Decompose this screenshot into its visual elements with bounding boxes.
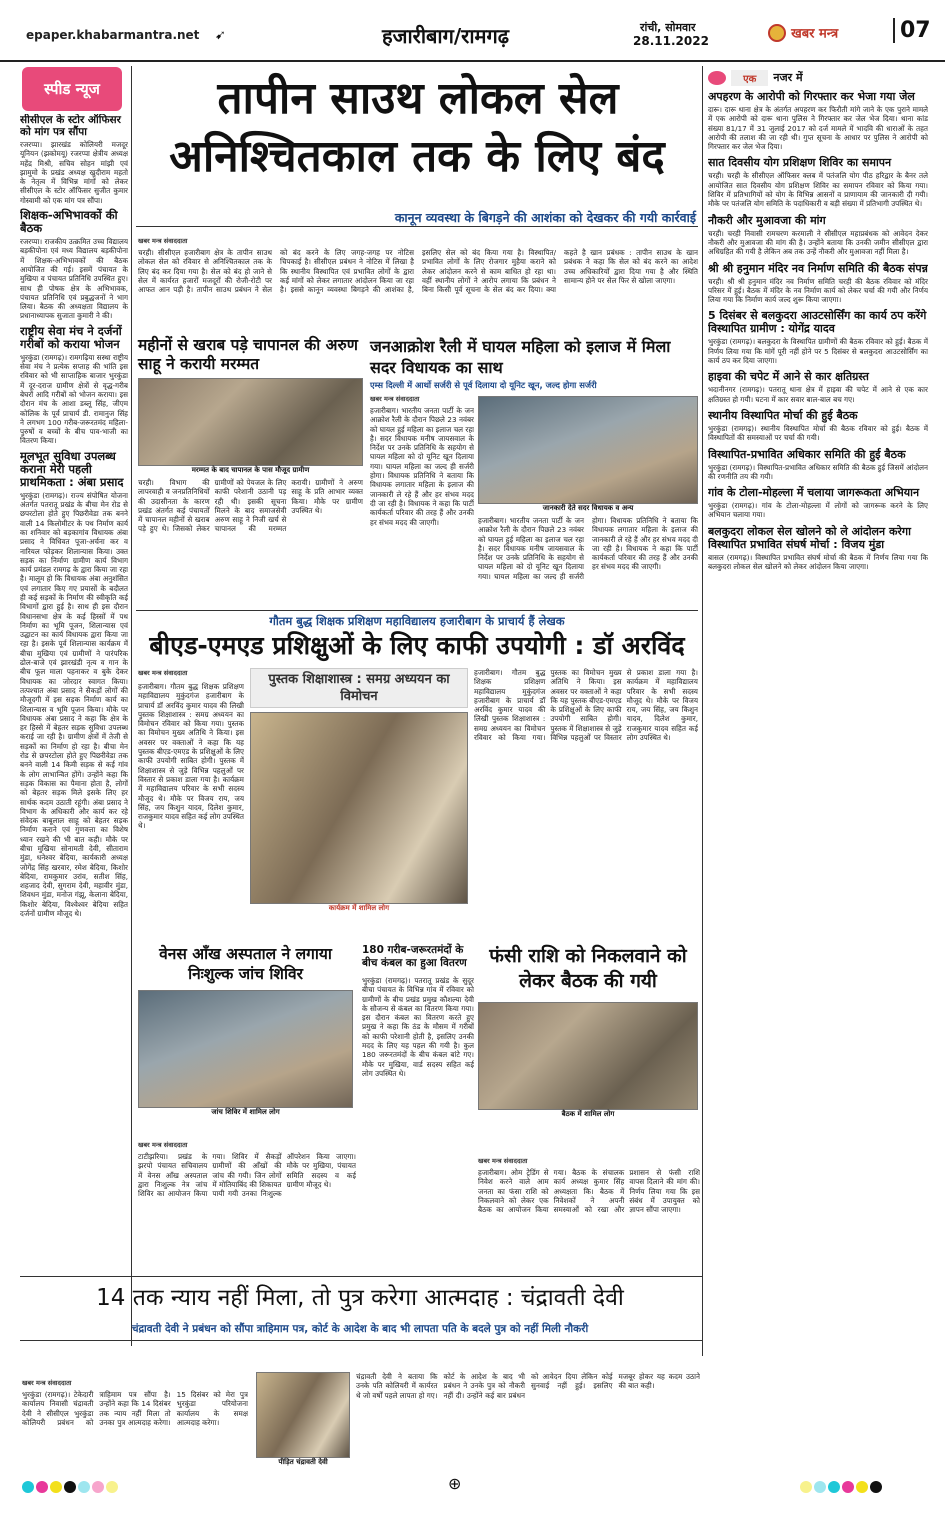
masthead (0, 0, 945, 62)
left-news-column (20, 114, 128, 1344)
lead-headline-1: तापीन साउथ लोकल सेल (217, 73, 619, 124)
right-item-title: हाइवा की चपेट में आने से कार क्षतिग्रस्त (708, 370, 869, 384)
chapal-caption: मरम्मत के बाद चापानल के पास मौजूद ग्रामीण (138, 466, 363, 475)
color-dot (856, 1481, 868, 1493)
ek-nazar-icon (708, 71, 726, 85)
crosshair-icon: ⊕ (448, 1474, 462, 1493)
color-dot (814, 1481, 826, 1493)
right-item-body: चरही। चरही निवासी रामचरण करमाली ने सीसीएल महाप्रबंधक को आवेदन देकर नौकरी और मुआवजा की मांग की है। उन्होंने बताया कि उनकी जमीन सीसीएल द्वारा अधिग्रहित की गयी है लेकिन अब तक उन्हें नौकरी और मुआवजा नहीं मिला है। (708, 228, 928, 257)
page-number: 07 (893, 18, 931, 43)
fund-headline: फंसी राशि को निकलवाने को लेकर बैठक की गयी (489, 945, 687, 992)
banner-headline: बीएड-एमएड प्रशिक्षुओं के लिए काफी उपयोगी : डॉ अरविंद (149, 631, 685, 660)
right-item-title: श्री श्री हनुमान मंदिर नव निर्माण समिति की बैठक संपन्न (708, 261, 928, 275)
right-item-title: गांव के टोला-मोहल्ला में चलाया जागरूकता अभियान (708, 486, 920, 500)
rally-headline: जनआक्रोश रैली में घायल महिला को इलाज में मिला सदर विधायक का साथ (370, 337, 671, 377)
right-item-body: चरही। श्री श्री हनुमान मंदिर नव निर्माण समिति चरही की बैठक रविवार को मंदिर परिसर में हुई। बैठक में मंदिर के नव निर्माण कार्य को लेकर चर्चा की गयी और निर्णय लिया गया कि निर्माण कार्य जल्द शुरू किया जाएगा। (708, 276, 928, 305)
color-dot (106, 1481, 118, 1493)
rally-byline: खबर मन्त्र संवाददाता (370, 395, 420, 403)
color-dot (64, 1481, 76, 1493)
speed-news-badge (22, 67, 122, 111)
venus-headline: वेनस आँख अस्पताल ने लगाया निःशुल्क जांच शिविर (159, 945, 332, 983)
color-dot (78, 1481, 90, 1493)
chapal-headline: महीनों से खराब पड़े चापानल की अरुण साहू ने करायी मरम्मत (138, 336, 358, 373)
brand-logo-icon (768, 24, 786, 42)
bottom-subhead: चंद्रावती देवी ने प्रबंधन को सौंपा त्राहिमाम पत्र, कोर्ट के आदेश के बाद भी लापता पति के बदले पुत्र को नहीं मिली नौकरी (131, 1323, 589, 1335)
rally-subhead: एम्स दिल्ली में आर्थो सर्जरी से पूर्व दिलाया दो यूनिट खून, जल्द होगा सर्जरी (370, 380, 597, 390)
right-item-body: भुरकुंडा (रामगढ़)। विस्थापित-प्रभावित अधिकार समिति की बैठक हुई जिसमें आंदोलन की रणनीति तय की गयी। (708, 462, 928, 481)
fund-photo (478, 1002, 698, 1110)
right-item-body: चरही। चरही के सीसीएल ऑफिसर क्लब में पतंजलि योग पीठ हरिद्वार के बैनर तले आयोजित सात दिवसीय योग प्रशिक्षण शिविर का समापन रविवार को किया गया। शिविर में प्रतिभागियों को योग के विभिन्न आसनों व प्राणायाम की जानकारी दी गयी। मौके पर पतंजलि योग समिति के पदाधिकारी व बड़ी संख्या में प्रतिभागी उपस्थित थे। (708, 171, 928, 209)
registration-marks-left (22, 1478, 120, 1497)
registration-marks-right (800, 1478, 884, 1497)
color-dot (22, 1481, 34, 1493)
left-item-title: राष्ट्रीय सेवा मंच ने दर्जनों गरीबों को कराया भोजन (20, 323, 122, 351)
venus-byline: खबर मन्त्र संवाददाता (138, 1141, 188, 1149)
right-item-body: भुरकुंडा (रामगढ़)। गांव के टोला-मोहल्ला में लोगों को जागरूक करने के लिए अभियान चलाया गया। (708, 501, 928, 520)
left-item-body: भुरकुंडा (रामगढ़)। राज्य संपोषित योजना अंतर्गत पतरातू प्रखंड के बीचा मेन रोड से छपरटोला होते हुए पिछरीवेडा तक बनने वाली 14 किलोमीटर के पथ निर्माण कार्य का शनिवार को बड़कागांव विधायक अंबा प्रसाद ने विधिवत पूजा-अर्चना कर व नारियल फोड़कर शिलान्यास किया। उक्त सड़क का निर्माण ग्रामीण कार्य विभाग कार्य प्रमंडल रामगढ़ के द्वारा किया जा रहा है। मालूम हो कि विधायक अंबा अनुशंसित एवं लगातार किए गए प्रयासों के बदौलत ही कई सड़कों के निर्माण की स्वीकृति कई विभागों द्वारा हुई है। साथ ही इस दौरान विधानसभा क्षेत्र के कई हिस्सों में पथ निर्माण का भूमि पूजन, शिलान्यास एवं उद्घाटन का कार्य विधायक द्वारा किया जा रहा है। इसके पूर्व शिलान्यास कार्यक्रम में बीचा मुखिया एवं ग्रामीणों ने पारंपरिक ढोल-बाजे एवं झारखंडी नृत्य व गान के बीच फूल माला पहनाकर व बुके देकर विधायक का जोरदार स्वागत किया। तत्पश्चात अंबा प्रसाद ने सैकड़ों लोगों की मौजूदगी में इस सड़क निर्माण कार्य का शिलान्यास व भूमि पूजन किया। मौके पर विधायक अंबा प्रसाद ने कहा कि क्षेत्र के हर हिस्से में बेहतर सड़क सुविधा उपलब्ध कराई जा रही है। ग्रामीण क्षेत्रों में तेजी से सड़कों का निर्माण हो रहा है। बीचा मेन रोड से छपरटोला होते हुए पिछरीवेडा तक बनने वाली 14 किमी सड़क से कई गांव के लोग लाभान्वित होंगे। उन्होंने कहा कि सड़क विकास का पैमाना होता है, लोगों को बेहतर सड़क मिले इसके लिए हर सार्थक कदम उठाती रहूंगी। अंबा प्रसाद ने विभाग के अधिकारी और कार्य कर रहे संवेदक बाबूलाल साहू को बेहतर सड़क निर्माण कराने एवं गुणवत्ता का विशेष ध्यान रखने की भी बात कही। मौके पर बीचा मुखिया सोनामती देवी, सीताराम मुंडा, धनेश्वर बेदिया, कार्यकारी अध्यक्ष जोगेंद्र सिंह खरवार, रमेश बेदिया, किशोर बेदिया, रामकुमार उरांव, सतीश सिंह, शहजाद देवी, सुगराम देवी, महावीर मुंडा, शिवधन मुंडा, मनोज गंझू, केलाना बेदिया, किशोर बेदिया, विश्वेश्वर बेदिया सहित दर्जनों ग्रामीण मौजूद थे। (20, 490, 128, 919)
right-item-title: 5 दिसंबर से बलकुदरा आउटसोर्सिंग का कार्य ठप करेंगे विस्थापित ग्रामीण : योगेंद्र यादव (708, 309, 927, 336)
lead-byline: खबर मन्त्र संवाददाता (138, 237, 188, 245)
lead-headline-2: अनिश्चितकाल तक के लिए बंद (169, 131, 665, 182)
color-dot (50, 1481, 62, 1493)
color-dot (870, 1481, 882, 1493)
color-dot (36, 1481, 48, 1493)
chapal-photo (138, 378, 363, 466)
lead-rule (136, 226, 698, 227)
left-item-body: रजरप्पा। झारखंड कोलियरी मजदूर यूनियन (झकोमयू) रजरप्पा क्षेत्रीय अध्यक्ष महेंद्र मिश्री, सचिव सोहन मांझी एवं झामुमो के प्रखंड अध्यक्ष खुदीराम महतो के नेतृत्व में विभिन्न मांगों को लेकर सीसीएल के स्टोर ऑफिसर सुजीत कुमार गोस्वामी को एक मांग पत्र सौंपा। (20, 140, 128, 205)
right-item-title: अपहरण के आरोपी को गिरफ्तार कर भेजा गया जेल (708, 90, 915, 103)
lead-subhead: कानून व्यवस्था के बिगड़ने की आशंका को देखकर की गयी कार्रवाई (394, 210, 696, 225)
rally-body-left: हजारीबाग। भारतीय जनता पार्टी के जन आक्रोश रैली के दौरान पिछले 23 नवंबर को घायल हुई महिला का इलाज चल रहा है। सदर विधायक मनीष जायसवाल के निर्देश पर उनके प्रतिनिधि के सहयोग से घायल महिला को दो यूनिट खून दिलाया गया। घायल महिला का जल्द ही सर्जरी होगा। विधायक प्रतिनिधि ने बताया कि विधायक लगातार महिला के इलाज की जानकारी ले रहे हैं और हर संभव मदद दी जा रही है। विधायक ने कहा कि पार्टी कार्यकर्ता परिवार की तरह हैं और उनकी हर संभव मदद की जाएगी। (370, 406, 474, 527)
right-news-column (708, 90, 928, 1350)
brand-logo (768, 22, 880, 48)
right-item-title: विस्थापित-प्रभावित अधिकार समिति की हुई बैठक (708, 447, 906, 461)
cursor-icon: ➹ (215, 28, 226, 43)
left-item-title: मूलभूत सुविधा उपलब्ध कराना मेरी पहली प्राथमिकता : अंबा प्रसाद (20, 448, 124, 489)
rally-body-right: हजारीबाग। भारतीय जनता पार्टी के जन आक्रोश रैली के दौरान पिछले 23 नवंबर को घायल हुई महिला का इलाज चल रहा है। सदर विधायक मनीष जायसवाल के निर्देश पर उनके प्रतिनिधि के सहयोग से घायल महिला को दो यूनिट खून दिलाया गया। घायल महिला का जल्द ही सर्जरी होगा। विधायक प्रतिनिधि ने बताया कि विधायक लगातार महिला के इलाज की जानकारी ले रहे हैं और हर संभव मदद दी जा रही है। विधायक ने कहा कि पार्टी कार्यकर्ता परिवार की तरह हैं और उनकी हर संभव मदद की जाएगी। (478, 516, 698, 581)
place-day: रांची, सोमवार (640, 21, 696, 34)
right-item-title: सात दिवसीय योग प्रशिक्षण शिविर का समापन (708, 156, 892, 170)
venus-caption: जांच शिविर में शामिल लोग (138, 1108, 353, 1117)
right-item-title: बलकुदरा लोकल सेल खोलने को ले आंदोलन करेगा विस्थापित प्रभावित संघर्ष मोर्चा : विजय मुंडा (708, 524, 911, 551)
bottom-photo (256, 1372, 350, 1458)
bottom-photo-caption: पीड़ित चंद्रावती देवी (256, 1458, 350, 1467)
blanket-headline: 180 गरीब-जरूरतमंदों के बीच कंबल का हुआ वितरण (362, 944, 467, 969)
left-item-title: सीसीएल के स्टोर ऑफिसर को मांग पत्र सौंपा (20, 114, 121, 138)
ek-nazar-tag (708, 67, 928, 85)
banner-kicker: गौतम बुद्ध शिक्षक प्रशिक्षण महाविद्यालय हजारीबाग के प्राचार्य हैं लेखक (269, 614, 565, 628)
color-dot (842, 1481, 854, 1493)
column-divider (702, 66, 703, 1356)
banner-body-right: हजारीबाग। गौतम बुद्ध शिक्षक प्रशिक्षण महाविद्यालय मुकुंदगंज हजारीबाग के प्राचार्य डॉ अरविंद कुमार यादव की लिखी पुस्तक शिक्षाशास्त्र : समग्र अध्ययन का विमोचन रविवार को किया गया। पुस्तक का विमोचन मुख्य अतिथि ने किया। इस अवसर पर वक्ताओं ने कहा कि यह पुस्तक बीएड-एमएड के प्रशिक्षुओं के लिए काफी उपयोगी साबित होगी। पुस्तक में शिक्षाशास्त्र से जुड़े विभिन्न पहलुओं पर विस्तार से प्रकाश डाला गया है। कार्यक्रम में महाविद्यालय परिवार के सभी सदस्य मौजूद थे। मौके पर विजय राय, जय सिंह, जय किशुन यादव, दिलेश कुमार, राजकुमार यादव सहित कई लोग उपस्थित थे। (474, 668, 698, 743)
left-item-title: शिक्षक-अभिभावकों की बैठक (20, 208, 118, 236)
right-item-body: दारू। दारू थाना क्षेत्र के अंतर्गत अपहरण कर फिरौती मांगे जाने के एक पुराने मामले में एक आरोपी को दारू थाना पुलिस ने गिरफ्तार कर जेल भेज दिया। थाना कांड संख्या 81/17 में 31 जुलाई 2017 को दर्ज मामले में भादवि की धाराओं के तहत आरोपी की तलाश की जा रही थी। गुप्त सूचना के आधार पर पुलिस ने आरोपी को गिरफ्तार कर जेल भेज दिया। (708, 105, 928, 152)
fund-byline: खबर मन्त्र संवाददाता (478, 1157, 528, 1165)
speed-news-label: स्पीड न्यूज (44, 80, 100, 98)
nazar-label: नजर में (773, 71, 803, 84)
color-dot (828, 1481, 840, 1493)
right-item-body: भदानीनगर (रामगढ़)। पतरातू थाना क्षेत्र में हाइवा की चपेट में आने से एक कार क्षतिग्रस्त हो गयी। घटना में कार सवार बाल-बाल बच गए। (708, 385, 928, 404)
site-url[interactable]: epaper.khabarmantra.net (26, 28, 200, 42)
fund-caption: बैठक में शामिल लोग (478, 1110, 698, 1119)
ek-label: एक (731, 70, 768, 86)
left-item-body: रजरप्पा। राजकीय उत्क्रमित उच्च विद्यालय बड़कीपोना एवं मध्य विद्यालय बड़कीपोना में शिक्षक-अभिभावकों की बैठक आयोजित की गई। इसमें पंचायत के मुखिया व पंचायत प्रतिनिधि उपस्थित हुए। साथ ही पोषक क्षेत्र के अभिभावक, पंचायत प्रतिनिधि एवं प्रबुद्धजनों ने भाग लिया। बैठक की अध्यक्षता विद्यालय के प्रधानाध्यापक सुजाता कुमारी ने की। (20, 237, 128, 321)
bottom-body-left: भुरकुंडा (रामगढ़)। टेकेदारी कार्यालय निवासी चंद्रावती देवी ने सीसीएल भुरकुंडा कोलियरी प्रबंधन को त्राहिमाम पत्र सौंपा है। उन्होंने कहा कि 14 दिसंबर तक न्याय नहीं मिला तो उनका पुत्र आत्मदाह करेगा। 15 दिसंबर को मेरा पुत्र भुरकुंडा परियोजना कार्यालय के समक्ष आत्मदाह करेगा। (22, 1390, 248, 1427)
bottom-byline: खबर मन्त्र संवाददाता (22, 1379, 72, 1387)
left-item-body: भुरकुंडा (रामगढ़)। रामगढ़िया सस्था राष्ट्रीय सेवा मंच ने प्रत्येक सप्ताह की भांति इस रविवार को भी साप्ताहिक बाजार भुरकुंडा में दूर-दराज ग्रामीण क्षेत्रों से वृद्ध-गरीब बेघरों आदि गरीबों को भोजन कराया। इस दौरान मंच के आशा डब्लू सिंह, जीएम कोलिक के पूर्व प्राचार्य डी. रामानुज सिंह ने लगभग 100 गरीब-जरूरतमंद महिला-पुरुषों व बच्चों के बीच पाव-भाजी का वितरण किया। (20, 352, 128, 446)
blanket-body: भुरकुंडा (रामगढ़)। पतरातू प्रखंड के सुदूर बीचा पंचायत के विभिन्न गांव में रविवार को ग्रामीणों के बीच प्रखंड प्रमुख कौशल्या देवी के सौजन्य से कंबल का वितरण किया गया। इस दौरान कंबल का वितरण करते हुए प्रमुख ने कहा कि ठंड के मौसम में गरीबों को काफी परेशानी होती है, इसलिए उनकी मदद के लिए यह पहल की गयी है। कुल 180 जरूरतमंदों के बीच कंबल बांटे गए। मौके पर मुखिया, वार्ड सदस्य सहित कई लोग उपस्थित थे। (362, 976, 474, 1078)
lead-body: चरही। सीसीएल हजारीबाग क्षेत्र के तापीन साउथ लोकल सेल को रविवार से अनिश्चितकाल तक के लिए बंद कर दिया गया है। सेल को बंद हो जाने से सेल में कार्यरत हजारों मजदूरों की रोजी-रोटी पर आफत आन पड़ी है। तापीन साउथ प्रबंधन ने सेल को बंद करने के लिए जगह-जगह पर नोटिस चिपकाई है। सीसीएल प्रबंधन ने नोटिस में लिखा है कि स्थानीय विस्थापित एवं प्रभावित लोगों के द्वारा कई मांगों को लेकर लगातार आंदोलन किया जा रहा है। इससे कानून व्यवस्था बिगड़ने की आशंका है, इसलिए सेल को बंद किया गया है। विस्थापित/प्रभावित लोगों के लिए रोजगार मुहैया कराने को लेकर आंदोलन करने से काम बाधित हो रहा था। वहीं स्थानीय लोगों ने आरोप लगाया कि प्रबंधन ने बिना किसी पूर्व सूचना के सेल बंद कर दिया। क्या कहते है खान प्रबंधक : तापीन साउथ के खान प्रबंधक ने कहा कि सेल को बंद करने का आदेश उच्च अधिकारियों द्वारा दिया गया है और स्थिति सामान्य होने पर सेल फिर से खोला जाएगा। (138, 248, 698, 295)
banner-byline: खबर मन्त्र संवाददाता (138, 669, 188, 677)
venus-body: टाटीझरिया। प्रखंड के झरपो पंचायत सचिवालय में वेनस आँख अस्पताल द्वारा निःशुल्क नेत्र जांच शिविर का आयोजन किया गया। शिविर में सैकड़ों ग्रामीणों की आँखों की जांच की गयी। जिन लोगों में मोतियाबिंद की शिकायत पायी गयी उनका निःशुल्क ऑपरेशन किया जाएगा। मौके पर मुखिया, पंचायत समिति सदस्य व कई ग्रामीण मौजूद थे। (138, 1152, 356, 1199)
rally-caption: जानकारी देते सदर विधायक व अन्य (478, 504, 698, 513)
color-dot (800, 1481, 812, 1493)
fund-body: हजारीबाग। ओम ट्रेडिंग से निवेश करने वाले आम जनता का फंसा राशि को निकलवाने को लेकर एक बैठक का आयोजन किया गया। बैठक के संचालक कार्य अध्यक्ष कुमार सिंह अध्यक्षता कि। बैठक में निवेशकों ने अपनी समस्याओं को रखा और प्रशासन से फंसी राशि वापस दिलाने की मांग की। निर्णय लिया गया कि इस संबंध में उपायुक्त को ज्ञापन सौंपा जाएगा। (478, 1168, 700, 1215)
right-item-title: नौकरी और मुआवजा की मांग (708, 213, 826, 227)
right-item-body: भुरकुंडा (रामगढ़)। बलकुदरा के विस्थापित ग्रामीणों की बैठक रविवार को हुई। बैठक में निर्णय लिया गया कि मांगें पूरी नहीं होने पर 5 दिसंबर से बलकुदरा आउटसोर्सिंग का कार्य ठप कर दिया जाएगा। (708, 337, 928, 366)
bottom-headline: 14 तक न्याय नहीं मिला, तो पुत्र करेगा आत्मदाह : चंद्रावती देवी (96, 1285, 624, 1311)
banner-photo (250, 712, 468, 904)
column-divider (131, 66, 132, 1346)
right-item-body: भुरकुंडा (रामगढ़)। स्थानीय विस्थापित मोर्चा की बैठक रविवार को हुई। बैठक में विस्थापितों की समस्याओं पर चर्चा की गयी। (708, 423, 928, 443)
right-item-body: बासल (रामगढ़)। विस्थापित प्रभावित संघर्ष मोर्चा की बैठक में निर्णय लिया गया कि बलकुदरा लोकल सेल खोलने को लेकर आंदोलन किया जाएगा। (708, 552, 928, 572)
edition-title: हजारीबाग/रामगढ़ (382, 24, 510, 48)
banner-rule (136, 610, 698, 611)
rally-photo (478, 396, 698, 504)
chapal-body: चरही। विभाग की लापरवाही व जनप्रतिनिधियों की उदासीनता के कारण प्रखंड अंतर्गत कई पंचायतों में चापानल महीनों से खराब पड़े हुए थे। जिसको लेकर ग्रामीणों को पेयजल के लिए काफी परेशानी उठानी पड़ रही थी। इसकी सूचना मिलने के बाद समाजसेवी अरुण साहू ने निजी खर्च से चापानल की मरम्मत करायी। ग्रामीणों ने अरुण साहू के प्रति आभार व्यक्त किया। मौके पर ग्रामीण उपस्थित थे। (138, 478, 363, 534)
bottom-rule-2 (20, 1340, 702, 1341)
banner-photo-caption: कार्यक्रम में शामिल लोग (250, 904, 468, 913)
right-item-title: स्थानीय विस्थापित मोर्चा की हुई बैठक (708, 408, 858, 422)
color-dot (92, 1481, 104, 1493)
venus-photo (138, 990, 353, 1108)
bottom-body-right: चंद्रावती देवी ने बताया कि उनके पति कोलियरी में कार्यरत थे जो वर्षों पहले लापता हो गए। कोर्ट के आदेश के बाद भी प्रबंधन ने उनके पुत्र को नौकरी नहीं दी। उन्होंने कई बार प्रबंधन को आवेदन दिया लेकिन कोई सुनवाई नहीं हुई। इसलिए मजबूर होकर यह कदम उठाने की बात कही। (356, 1372, 700, 1400)
banner-body-left: हजारीबाग। गौतम बुद्ध शिक्षक प्रशिक्षण महाविद्यालय मुकुंदगंज हजारीबाग के प्राचार्य डॉ अरविंद कुमार यादव की लिखी पुस्तक शिक्षाशास्त्र : समग्र अध्ययन का विमोचन रविवार को किया गया। पुस्तक का विमोचन मुख्य अतिथि ने किया। इस अवसर पर वक्ताओं ने कहा कि यह पुस्तक बीएड-एमएड के प्रशिक्षुओं के लिए काफी उपयोगी साबित होगी। पुस्तक में शिक्षाशास्त्र से जुड़े विभिन्न पहलुओं पर विस्तार से प्रकाश डाला गया है। कार्यक्रम में महाविद्यालय परिवार के सभी सदस्य मौजूद थे। मौके पर विजय राय, जय सिंह, जय किशुन यादव, दिलेश कुमार, राजकुमार यादव सहित कई लोग उपस्थित थे। (138, 682, 244, 831)
banner-inset-headline: पुस्तक शिक्षाशास्त्र : समग्र अध्ययन का विमोचन (250, 668, 468, 708)
brand-name: खबर मन्त्र (791, 26, 839, 42)
bottom-rule (20, 1276, 702, 1277)
issue-date: 28.11.2022 (633, 34, 709, 48)
